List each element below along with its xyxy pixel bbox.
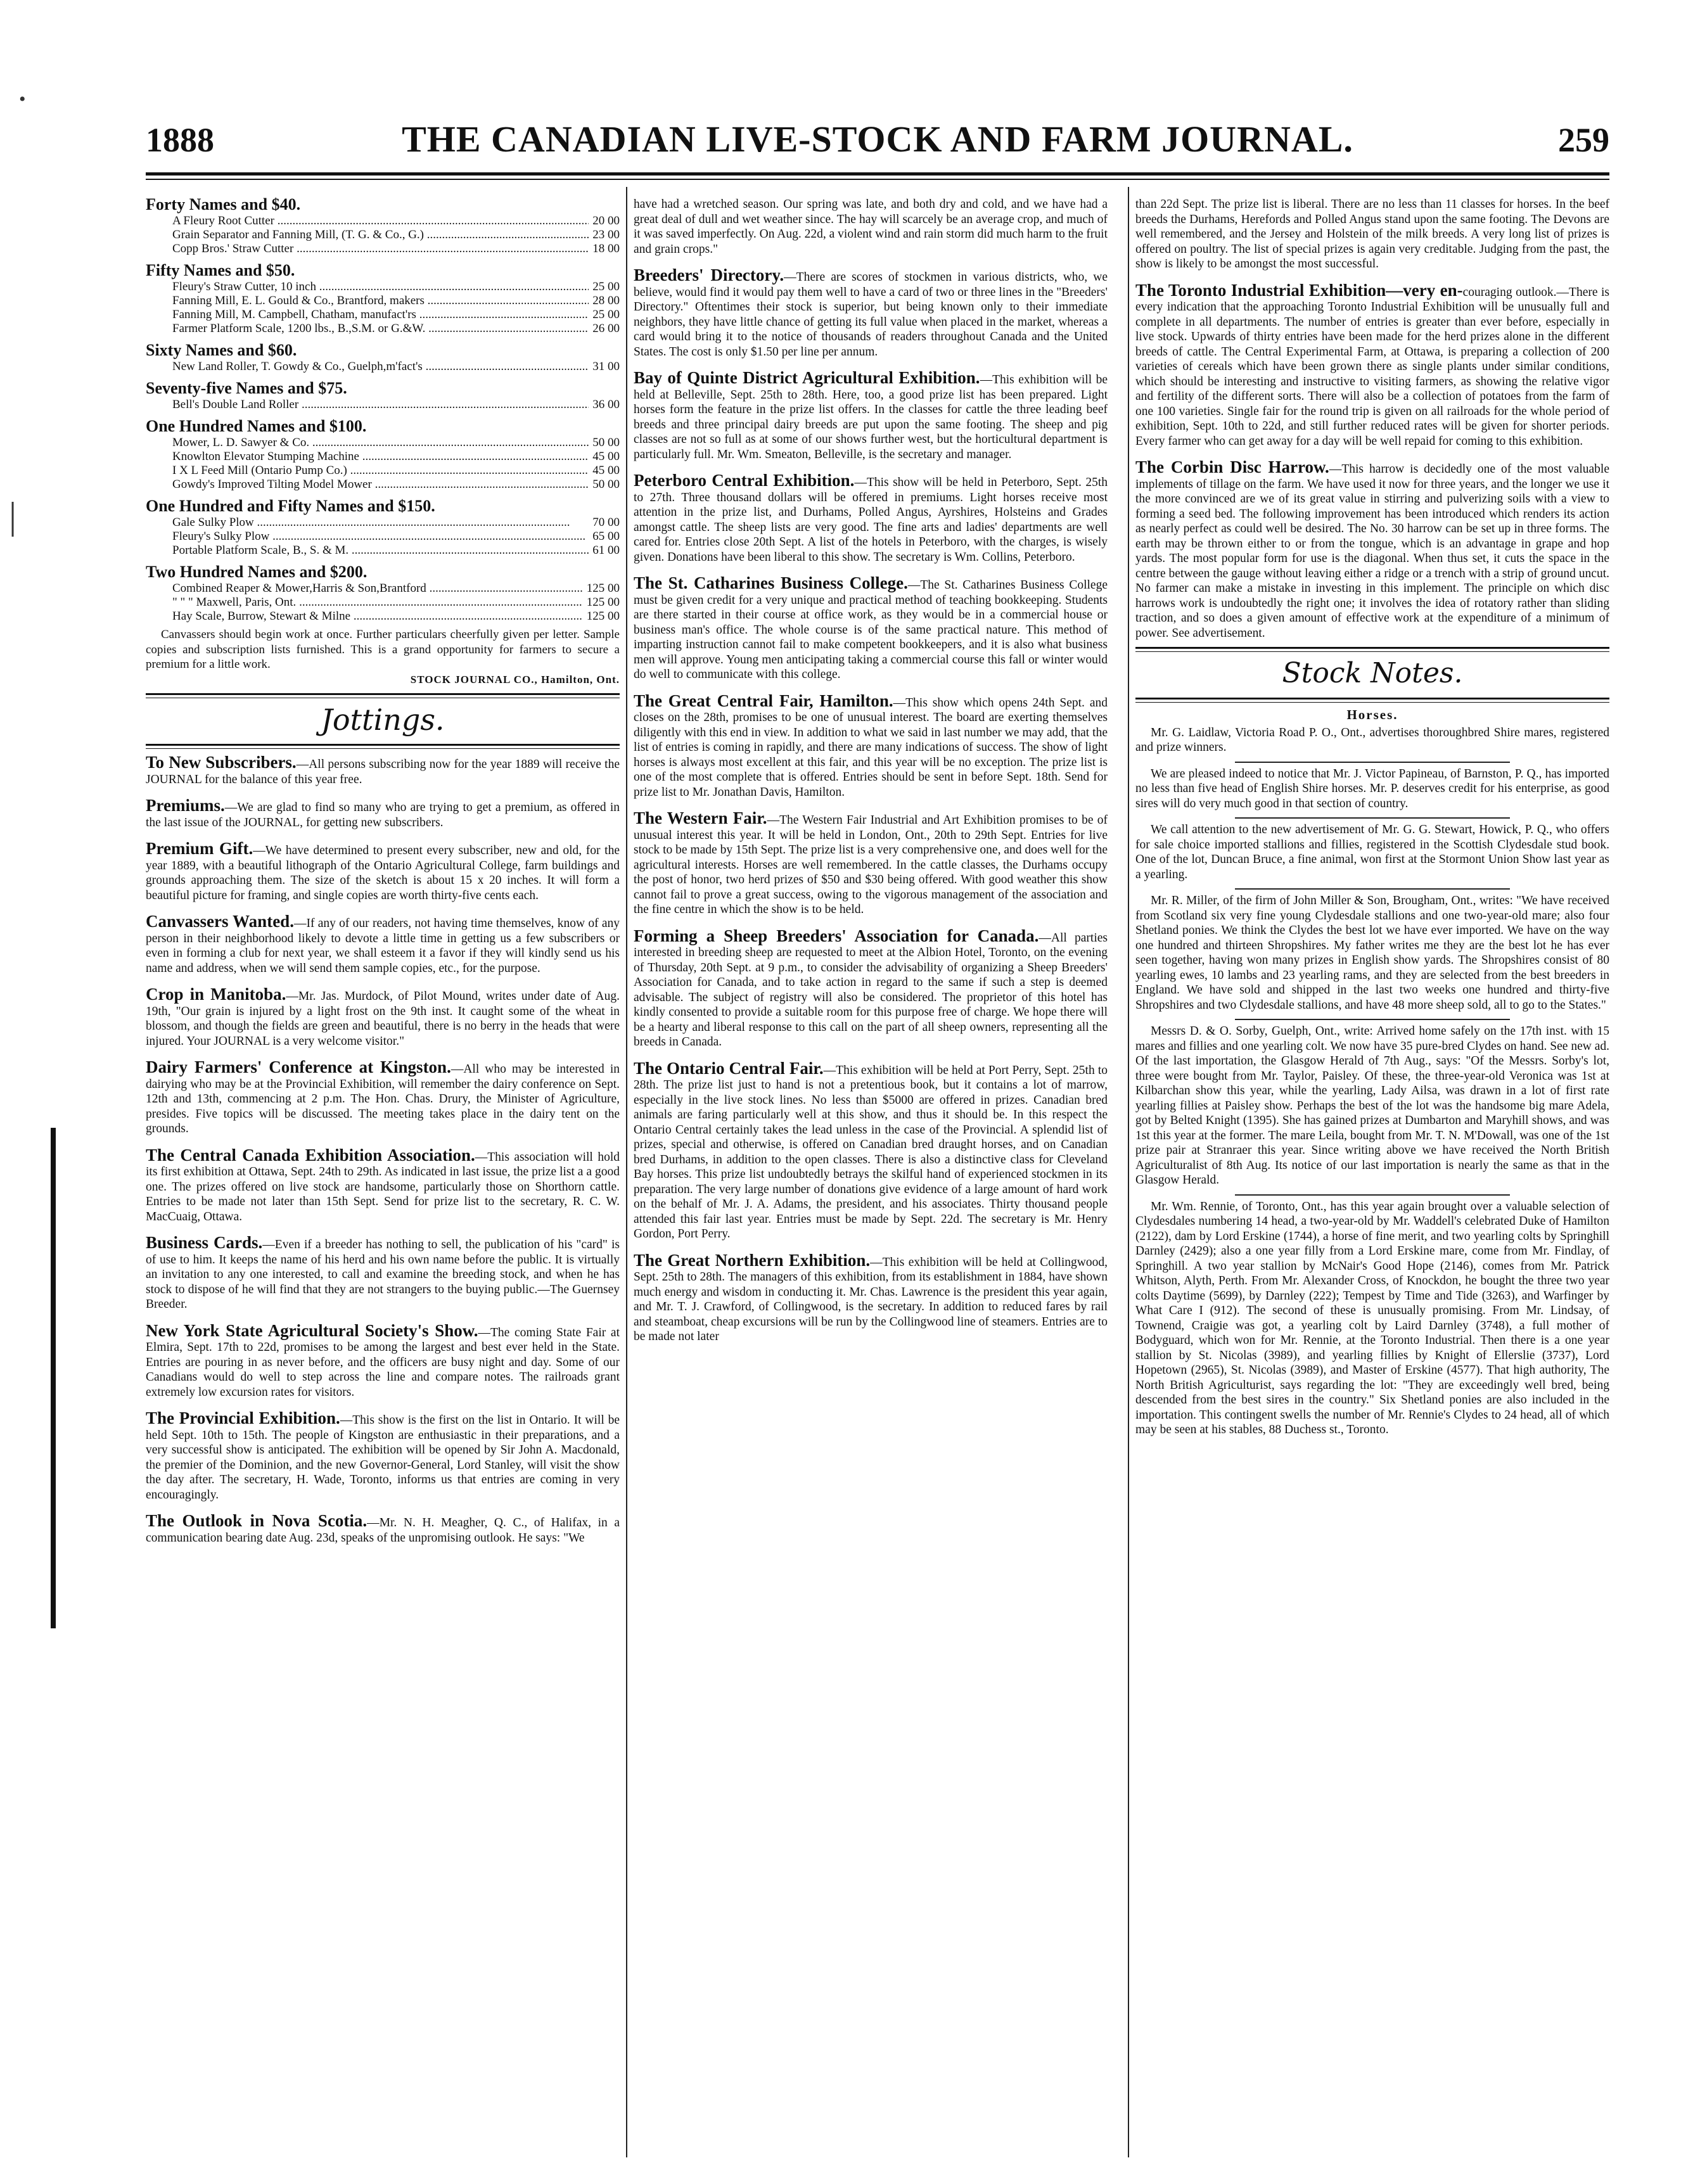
article-heading: Canvassers Wanted. <box>146 912 294 931</box>
article <box>634 193 1108 257</box>
article-heading: Premium Gift. <box>146 839 253 858</box>
premium-item: Portable Platform Scale, B., S. & M. ..... 61 00 <box>146 544 620 558</box>
premium-item: Gale Sulky Plow ..... 70 00 <box>146 516 620 530</box>
stock-note: Mr. G. Laidlaw, Victoria Road P. O., Ont., advertises thoroughbred Shire mares, registered and prize winners. <box>1135 725 1609 754</box>
article-body: —All who may be interested in dairying who may be at the Provincial Exhibition, will remember the dairy conference on Sept. 12th and 13th, commencing at 2 p.m. The Hon. Chas. Drury, the Minister of Agriculture, presides. Five topics will be discussed. The meeting takes place in the dairy tent on the grounds. <box>146 1063 620 1135</box>
article-body: have had a wretched season. Our spring was late, and both dry and cold, and we have had a great deal of dull and wet weather since. The hay will scarcely be an average crop, and much of it was saved imperfectly. On Aug. 22d, a violent wind and rain storm did much harm to the fruit and grain crops." <box>634 198 1108 256</box>
premium-heading: Fifty Names and $50. <box>146 261 295 279</box>
page-number-left: 1888 <box>146 121 214 159</box>
premium-item: Combined Reaper & Mower,Harris & Son,Brantford ..... 125 00 <box>146 582 620 596</box>
article <box>1135 193 1609 272</box>
premium-item: Knowlton Elevator Stumping Machine ..... 45 00 <box>146 450 620 464</box>
note-divider <box>1235 888 1510 890</box>
article-heading: The Central Canada Exhibition Association. <box>146 1145 475 1165</box>
page-number-right: 259 <box>1558 121 1609 159</box>
note-divider <box>1235 762 1510 763</box>
stock-note: Mr. Wm. Rennie, of Toronto, Ont., has this year again brought over a valuable selection of Clydesdales numbering 14 head, a two-year-old by Mr. Waddell's celebrated Duke of Hamilton (2122), dam by Lord Erskine (1744), a horse of fine merit, and two yearling colts by Springhill Darnley (2429); also a one year filly from a Lord Erskine mare, come from Mr. Findlay, of Springhill. A two year stallion by McNair's Good Hope (2146), comes from Mr. Patrick Whitson, Alyth, Perth. From Mr. Alexander Cross, of Knockdon, he bought the three two year colts Daytime (5699), by Darnley (222); Tempest by Time and Tide (3263), and Warfinger by What Care I (912). The second of these is unusually promising. From Mr. Lindsay, of Townend, Craigie was got, a yearling colt by Laird Darnley (3748), a full mother of Bodyguard, which won for Mr. Rennie, at the Toronto Industrial. Then there is a one year stallion by St. Nicolas (3989), and yearling fillies by Knight of Ellerslie (3737), Lord Hopetown (2965), St. Nicolas (3989), and Master of Erskine (4577). That high authority, The North British Agriculturist, says regarding the lot: "They are exceedingly well bred, being descended from the best sires in the country." Six Shetland ponies are also included in the importation. This contingent swells the number of Mr. Rennie's Clydes to 24 head, all of which may be seen at his stables, 88 Duchess st., Toronto. <box>1135 1199 1609 1436</box>
article <box>146 1408 620 1502</box>
article <box>146 1146 620 1225</box>
article <box>634 1251 1108 1344</box>
section-divider <box>146 693 620 698</box>
article-body: —All parties interested in breeding sheep are requested to meet at the Albion Hotel, Toronto, on the evening of Thursday, 20th Sept. at 9 p.m., to consider the advisability of organizing a Sheep Breeders' Association for Canada, and to take action in regard to the same if such a step is deemed advisable. The subject of registry will also be considered. The proprietor of this hotel has kindly consented to provide a suitable room for this purpose free of charge. We hope there will be a hearty and liberal response to this call on the part of all sheep owners, representing all the breeds in Canada. <box>634 931 1108 1049</box>
article-body: —This harrow is decidedly one of the most valuable implements of tillage on the farm. We have used it now for three years, and the longer we use it the more convinced are we of its great value in stirring and pulverizing soils with a view to forming a seed bed. The following improvement has been introduced which renders its action as nearly perfect as could well be desired. The No. 30 harrow can be set up in three forms. The earth may be thrown either to or from the tongue, which is an advantage in grape and hop yards. The most popular form for use is the diagonal. When thus set, it cuts the space in the centre between the gauge without leaving either a ridge or a trench with a strip of ground uncut. No farmer can make a mistake in investing in this implement. The principle on which disc harrows work is undoubtedly the right one; it involves the idea of rotatory rather than sliding traction, and so does a given amount of effective work at the expenditure of a minimum of power. See advertisement. <box>1135 463 1609 640</box>
section-divider <box>146 744 620 749</box>
premium-item: Gowdy's Improved Tilting Model Mower ..... 50 00 <box>146 478 620 492</box>
stock-note: We are pleased indeed to notice that Mr. J. Victor Papineau, of Barnston, P. Q., has imported no less than five head of English Shire horses. Mr. P. deserves credit for his enterprise, as good sires will do very much good in that section of country. <box>1135 767 1609 810</box>
article-body: —The St. Catharines Business College must be given credit for a very unique and practical method of teaching bookkeeping. Students are there started in their course at office work, as they would be in a commercial house or business man's office. The whole course is of the same practical nature. This method of imparting instruction cannot fail to make competent bookkeepers, and it is also what business men will approve. Young men anticipating taking a commercial course this fall or winter would do well to communicate with this college. <box>634 578 1108 681</box>
article-heading: Peterboro Central Exhibition. <box>634 471 855 490</box>
header-rule-thin <box>146 179 1609 180</box>
article-heading: The Corbin Disc Harrow. <box>1135 457 1329 476</box>
article-body: —Mr. Jas. Murdock, of Pilot Mound, writes under date of Aug. 19th, "Our grain is injured by a light frost on the 9th inst. It caught some of the wheat in blossom, and though the fields are green and beautiful, there is no berry in the heads that were injured. Your JOURNAL is a very welcome visitor." <box>146 990 620 1048</box>
article-heading: The Great Central Fair, Hamilton. <box>634 691 893 710</box>
premium-item: Fanning Mill, E. L. Gould & Co., Brantford, makers ..... 28 00 <box>146 294 620 308</box>
article <box>634 808 1108 917</box>
article-body: —The Western Fair Industrial and Art Exhibition promises to be of unusual interest this year. It will be held in London, Ont., 20th to 29th Sept. Entries for live stock to be made by 15th Sept. The prize list is a very comprehensive one, and does well for the agricultural interests. Horses are well remembered. In the cattle classes, the Durhams occupy the post of honor, two herd prizes of $50 and $30 being offered. With good weather this show cannot fail to prove a great success, owing to the vigorous management of the association and the fine centre in which the show is to be held. <box>634 814 1108 916</box>
premium-heading: One Hundred and Fifty Names and $150. <box>146 497 435 515</box>
premium-item: Grain Separator and Fanning Mill, (T. G. & Co., G.) ..... 23 00 <box>146 228 620 242</box>
premium-heading: One Hundred Names and $100. <box>146 417 367 435</box>
article <box>634 691 1108 800</box>
column-rule <box>626 187 627 2157</box>
article-heading: New York State Agricultural Society's Show. <box>146 1320 478 1340</box>
column-rule <box>1128 187 1129 2157</box>
premium-item: Farmer Platform Scale, 1200 lbs., B.,S.M. or G.&W. ..... 26 00 <box>146 322 620 336</box>
premium-heading: Sixty Names and $60. <box>146 341 297 359</box>
premium-heading: Forty Names and $40. <box>146 195 301 214</box>
article-heading: The Western Fair. <box>634 808 767 827</box>
article <box>146 1057 620 1137</box>
article-heading: The Provincial Exhibition. <box>146 1408 340 1427</box>
section-divider <box>1135 647 1609 652</box>
premium-item: Hay Scale, Burrow, Stewart & Milne ..... 125 00 <box>146 610 620 623</box>
article-body: —This exhibition will be held at Collingwood, Sept. 25th to 28th. The managers of this exhibition, from its establishment in 1884, have shown much energy and wisdom in conducting it. Mr. Chas. Lawrence is the president this year again, and Mr. T. J. Crawford, of Collingwood, is the secretary. In addition to reduced fares by rail and steamboat, cheap excursions will be run by the Collingwood line of steamers. Entries are to be made not later <box>634 1255 1108 1343</box>
stock-note: We call attention to the new advertisement of Mr. G. G. Stewart, Howick, P. Q., who offers for sale choice imported stallions and fillies, registered in the Scottish Clydesdale stud book. One of the lot, Duncan Bruce, a fine animal, won first at the Stormont Union Show last year as a yearling. <box>1135 823 1609 881</box>
article <box>1135 457 1609 641</box>
premium-item: Fleury's Straw Cutter, 10 inch ..... 25 00 <box>146 280 620 294</box>
article-body: —If any of our readers, not having time themselves, know of any person in their neighborhood likely to devote a little time in getting us a few subscribers or even in forming a club for next year, we shall esteem it a favor if they will kindly send us his name and address, when we will send them sample copies, etc., for the purpose. <box>146 917 620 975</box>
article-heading: The Toronto Industrial Exhibition—very en- <box>1135 280 1463 300</box>
article-heading: Dairy Farmers' Conference at Kingston. <box>146 1057 451 1076</box>
article-heading: The Ontario Central Fair. <box>634 1058 824 1078</box>
article-body: —All persons subscribing now for the year 1889 will receive the JOURNAL for the balance of this year free. <box>146 758 620 786</box>
column-2 <box>634 190 1108 1344</box>
article-body: —Mr. N. H. Meagher, Q. C., of Halifax, in a communication bearing date Aug. 23d, speaks of the unpromising outlook. He says: "We <box>146 1516 620 1545</box>
col3-articles <box>1135 193 1609 641</box>
premium-list <box>146 195 620 687</box>
article <box>146 1321 620 1400</box>
article-body: —We have determined to present every subscriber, new and old, for the year 1889, with a beautiful lithograph of the Ontario Agricultural College, farm buildings and grounds approaching them. The size of the sketch is about 15 x 20 inches. It will form a beautiful picture for framing, and single copies are worth thirty-five cents each. <box>146 844 620 902</box>
column-3 <box>1135 190 1609 1438</box>
stock-note: Mr. R. Miller, of the firm of John Miller & Son, Brougham, Ont., writes: "We have received from Scotland six very fine young Clydesdale stallions and one two-year-old mare; also four Shetland ponies. We think the Clydes the best lot we have ever imported. We have on the way one hundred and thirteen Shropshires. My father writes me they are the best lot he has ever seen together, having won many prizes in English show yards. The Shropshires consist of 80 yearling ewes, 10 lambs and 23 yearling rams, and they are selected from the best breeders in England. We have sold and shipped in the last two weeks one hundred and thirty-five Shropshires and two Clydesdale stallions, and have 48 more sheep sold, all to go to the States." <box>1135 894 1609 1012</box>
article-heading: Bay of Quinte District Agricultural Exhibition. <box>634 368 980 387</box>
article <box>634 926 1108 1050</box>
column-1 <box>146 190 620 1545</box>
article <box>634 573 1108 682</box>
section-divider <box>1135 698 1609 703</box>
margin-bar <box>51 1128 56 1628</box>
premium-item: New Land Roller, T. Gowdy & Co., Guelph,m'fact's ..... 31 00 <box>146 360 620 374</box>
margin-bracket: | <box>9 495 17 537</box>
article <box>634 265 1108 359</box>
article-body: —This association will hold its first exhibition at Ottawa, Sept. 24th to 29th. As indicated in last issue, the prize list a a good one. The prizes offered on live stock are handsome, particularly those on Shorthorn cattle. Entries to be made not later than 15th Sept. Send for prize list to the secretary, R. C. W. MacCuaig, Ottawa. <box>146 1150 620 1223</box>
article-body: —This show which opens 24th Sept. and closes on the 28th, promises to be one of unusual interest. The board are exerting themselves diligently with this end in view. In addition to what we said in last number we may add, that the list of entries is coming in rapidly, and there are many indications of success. The show of light horses is always most excellent at this fair, and this year will be no exception. The prize list is one of the most complete that is offered. Entries should be sent in before Sept. 18th. Send for prize list to Mr. Jonathan Davis, Hamilton. <box>634 696 1108 799</box>
article-heading: Premiums. <box>146 796 225 815</box>
canvassers-note: Canvassers should begin work at once. Further particulars cheerfully given per letter. Sample copies and subscription lists furnished. This is a grand opportunity for farmers to secure a premium for a little work. <box>146 628 620 671</box>
note-divider <box>1235 1194 1510 1196</box>
publisher-signature: STOCK JOURNAL CO., Hamilton, Ont. <box>410 673 620 686</box>
premium-item: I X L Feed Mill (Ontario Pump Co.) ..... 45 00 <box>146 464 620 478</box>
article-body: —The coming State Fair at Elmira, Sept. 17th to 22d, promises to be among the largest and best ever held in the State. Entries are pouring in as never before, and the officers are busy night and day. Some of our Canadians would do well to step across the line and compare notes. The railroads grant extremely low excursion rates for visitors. <box>146 1325 620 1399</box>
journal-title: THE CANADIAN LIVE-STOCK AND FARM JOURNAL. <box>402 118 1353 160</box>
article-body: than 22d Sept. The prize list is liberal. There are no less than 11 classes for horses. In the beef breeds the Durhams, Herefords and Polled Angus stand upon the same footing. The Devons are well remembered, and the Jersey and Holstein of the milk breeds. A very long list of prizes is offered on poultry. The list of special prizes is again very creditable. Judging from the past, the show is likely to be amongst the most successful. <box>1135 198 1609 271</box>
article-heading: Forming a Sheep Breeders' Association for Canada. <box>634 926 1039 945</box>
article-heading: The Outlook in Nova Scotia. <box>146 1511 367 1530</box>
article-body: —This show is the first on the list in Ontario. It will be held Sept. 10th to 15th. The people of Kingston are enthusiastic in their preparations, and a very successful show is anticipated. The exhibition will be opened by Sir John A. Macdonald, the premier of the Dominion, and the new Governor-General, Lord Stanley, will visit the show the day after. The secretary, H. Wade, Toronto, informs us that entries are coming in very encouragingly. <box>146 1414 620 1502</box>
premium-item: A Fleury Root Cutter ..... 20 00 <box>146 214 620 228</box>
jottings-list <box>146 753 620 1545</box>
article-body: —We are glad to find so many who are trying to get a premium, as offered in the last issue of the JOURNAL, for getting new subscribers. <box>146 801 620 829</box>
article <box>146 1233 620 1312</box>
premium-item: Mower, L. D. Sawyer & Co. ..... 50 00 <box>146 436 620 450</box>
horses-heading: Horses. <box>1346 707 1398 722</box>
header-rule <box>146 172 1609 176</box>
stock-notes-list <box>1135 725 1609 1438</box>
col2-articles <box>634 193 1108 1344</box>
article <box>146 839 620 903</box>
article-heading: Crop in Manitoba. <box>146 985 286 1004</box>
note-divider <box>1235 817 1510 819</box>
note-divider <box>1235 1019 1510 1020</box>
article-heading: To New Subscribers. <box>146 753 297 772</box>
article-body: —This exhibition will be held at Port Perry, Sept. 25th to 28th. The prize list just to hand is not a pretentious book, but it contains a lot of marrow, especially in the live stock lines. No less than $5000 are offered in prizes. Canadian bred animals are faring particularly well at this show, and thus it should be. In this respect the Ontario Central certainly takes the lead unless in the case of the Provincial. A splendid list of prizes, special and otherwise, is offered on Canadian bred draught horses, and on Canadian bred Durhams, in addition to the open classes. There is also a distinctive class for Cleveland Bay horses. This prize list undoubtedly betrays the skilful hand of experienced stockmen in its preparation. The very large number of donations give evidence of a large amount of hard work on the behalf of Mr. J. A. Adams, the president, and his associates. Thirty thousand people attended this fair last year. Entries must be made by Sept. 22d. The secretary is Mr. Henry Gordon, Port Perry. <box>634 1063 1108 1241</box>
premium-item: Copp Bros.' Straw Cutter ..... 18 00 <box>146 242 620 256</box>
article <box>146 912 620 976</box>
article <box>146 985 620 1049</box>
premium-heading: Two Hundred Names and $200. <box>146 563 367 581</box>
stock-notes-title: Stock Notes. <box>1282 657 1463 689</box>
article-body: —There are scores of stockmen in various districts, who, we believe, would find it would pay them well to have a card of two or three lines in the "Breeders' Directory." Oftentimes their stock is superior, but being known only to their immediate neighbors, they have little chance of getting its full value when placed in the market, whereas a card would bring it to the notice of thousands of readers throughout Canada and the United States. The cost is only $1.50 per line per annum. <box>634 271 1108 359</box>
article <box>1135 281 1609 449</box>
premium-heading: Seventy-five Names and $75. <box>146 379 347 397</box>
article <box>634 368 1108 462</box>
article-body: —Even if a breeder has nothing to sell, the publication of his "card" is of use to him. It keeps the name of his herd and his own name before the public. It is virtually an invitation to any one interested, to call and examine the breeding stock, and when he has stock to dispose of he will find that they are not strangers to the buying public.—The Guernsey Breeder. <box>146 1238 620 1311</box>
article-heading: Business Cards. <box>146 1233 263 1252</box>
article-heading: The Great Northern Exhibition. <box>634 1250 871 1270</box>
article <box>634 1059 1108 1242</box>
article <box>146 796 620 830</box>
article <box>146 1511 620 1545</box>
article-heading: The St. Catharines Business College. <box>634 573 908 592</box>
jottings-title: Jottings. <box>321 703 445 737</box>
article-body: —This exhibition will be held at Belleville, Sept. 25th to 28th. Here, too, a good prize list has been prepared. Light horses form the feature in the prize list offers. In the classes for cattle the three leading beef breeds and three principal dairy breeds are put upon the same footing. The sheep and pig classes are not so full as at some of our shows further west, but the horticultural department is particularly full. Mr. Wm. Smeaton, Belleville, is the secretary and manager. <box>634 373 1108 461</box>
page-header <box>146 120 1609 165</box>
article <box>146 753 620 787</box>
premium-item: Bell's Double Land Roller ..... 36 00 <box>146 398 620 412</box>
article-body: —This show will be held in Peterboro, Sept. 25th to 27th. Three thousand dollars will be offered in premiums. Light horses receive most attention in the prize list, and Durhams, Polled Angus, Ayrshires, Holsteins and Grades amongst cattle. The sheep lists are very good. The fine arts and ladies' departments are well cared for. Entries close 20th Sept. A list of the hotels in Peterboro, with the charges, is wisely given. Donations have been liberal to this show. The secretary is Wm. Collins, Peterboro. <box>634 476 1108 564</box>
article-body: couraging outlook.—There is every indication that the approaching Toronto Industrial Exhibition will be unusually full and complete in all departments. The number of entries is greater than ever before, especially in live stock. Upwards of thirty entries have been made for the herd prizes alone in the different breeds of cattle. The Central Experimental Farm, at Ottawa, is preparing a collection of 200 varieties of cereals which have been grown there as single plants under similar conditions, which should be interesting and instructive to visiting farmers, as showing the relative vigor and fertility of the different sorts. There will also be a collection of potatoes from the farm of one 100 varieties. Single fair for the round trip is given on all railroads for the whole period of exhibition, Sept. 10th to 22d, and still further reduced rates will be given for shorter periods. Every farmer who can get away for a day will be well repaid for coming to this exhibition. <box>1135 285 1610 448</box>
article <box>634 471 1108 565</box>
stock-note: Messrs D. & O. Sorby, Guelph, Ont., write: Arrived home safely on the 17th inst. with 15 mares and fillies and one yearling colt. We now have 35 pure-bred Clydes on hand. See new ad. Of the last importation, the Glasgow Herald of 7th Aug., says: "Of the Messrs. Sorby's lot, three were bought from Mr. Taylor, Paisley. Of these, the three-year-old Veronica was 1st at Kilbarchan show this year, while the yearling, Lady Ailsa, was drawn in a lot of first rate yearling fillies at Paisley show. Perhaps the best of the lot was the handsome big mare Adela, got by Belted Knight (1395). She has gained prizes at Dumbarton and Maryhill shows, and was 1st this year at the former. The mare Leila, bought from Mr. T. N. M'Dowall, was one of the 1st prize pair at Stranraer this year. Since writing above we have received the North British Agriculturalist of 8th Aug. Its notice of our last importation is nearly the same as that in the Glasgow Herald. <box>1135 1025 1609 1187</box>
premium-item: " " " Maxwell, Paris, Ont. ..... 125 00 <box>146 596 620 610</box>
premium-item: Fleury's Sulky Plow ..... 65 00 <box>146 530 620 544</box>
margin-mark: • <box>19 89 26 110</box>
article-heading: Breeders' Directory. <box>634 265 784 284</box>
premium-item: Fanning Mill, M. Campbell, Chatham, manufact'rs ..... 25 00 <box>146 308 620 322</box>
